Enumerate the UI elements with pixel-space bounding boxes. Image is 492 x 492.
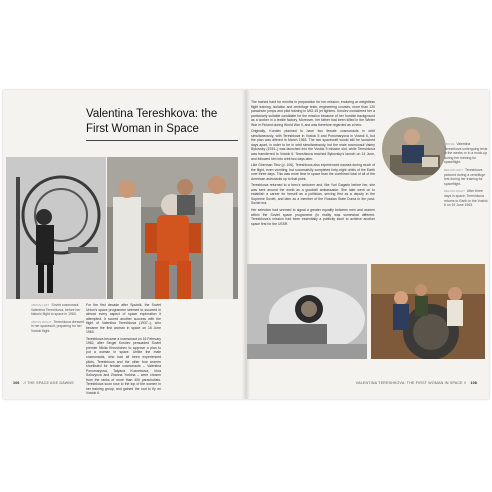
caption-right-1 xyxy=(444,142,488,165)
paragraph: The trained hard for months in preparation for her mission, enduring ar weightless flight training, isolation and centrifuge tests, engineering courses, more than 120 parachute jumps and pilot training in MiG-15 jet fighters. Korolev considered her a particularly suitable candidate for the mission because of her humble background as a worker in a textile factory. Moreover, her father had been killed in the Winter War in Finland during World War II, and was therefore regarded as a hero. xyxy=(251,100,375,127)
caption-left-1-text: Soviet cosmonaut Valentina Tereshkova, before her historic flight to space in 1963. xyxy=(31,303,81,317)
caption-right-2-text: Tereshkova pictured during a centrifuge test during her training for spaceflight. xyxy=(444,167,486,186)
paragraph: Tereshkova became a cosmonaut on 16 February 1962, after Sergei Korolev persuaded Soviet premier Nikita Khrushchev to approve a plan to put a woman in space. Unlike the male cosmonauts, who had all been experienced pilots, Tereshkova and the other four women shortlisted for female cosmonauts – Valentina Ponomaryova, Tatyana Kuznetsova, Irina Solovyova and Zhanna Yorkina – were chosen from the ranks of more than 400 parachutists. Tereshkova soon rose to the top of the women in her training group, and gained the nod to fly on Vostok 6. xyxy=(86,336,161,396)
footer-right-sep: // xyxy=(463,381,467,385)
page-number-right: 108 xyxy=(470,381,477,385)
caption-right-1-text: Valentina Tereshkova undergoing tests in the weeks or in a mock-up during her training for spaceflight. xyxy=(444,142,488,165)
paragraph: Her selection had seemed to signal a greater equality between men and women within the Soviet space programme (in reality was somewhat different. Tereshkova's mission had been essentially a publicity stunt to achieve another space first for the USSR. xyxy=(251,208,375,226)
book-spread xyxy=(3,90,489,399)
photo-centrifuge-test xyxy=(247,264,367,359)
footer-right xyxy=(356,381,481,385)
running-head-right: VALENTINA TERESHKOVA: THE FIRST WOMAN IN SPACE xyxy=(355,381,463,385)
caption-left-1 xyxy=(31,303,86,317)
title-rule xyxy=(86,140,238,141)
caption-left-1-label: ABOVE LEFT xyxy=(31,303,50,307)
photo-landing-site xyxy=(371,264,485,359)
captions-left xyxy=(31,303,86,334)
body-column-1 xyxy=(86,303,161,398)
paragraph: Like Gherman Titov (p. 106), Tereshkova also experienced nausea during much of the flight, even vomiting, but successfully completed forty-eight orbits of the Earth over three days. This was more time in space than the combined total of all of the American astronauts up to that point. xyxy=(251,163,375,181)
paragraph: Tereshkova returned to a hero's welcome and, like Yuri Gagarin before her, she was sent around the world as a goodwill ambassador. She later went on to establish a career for herself as a politician, serving first as a deputy in the Supreme Soviet, and later as a member of the Russian State Duma in the post-Soviet era. xyxy=(251,183,375,206)
page-title: Valentina Tereshkova: the First Woman in Space xyxy=(86,108,218,135)
paragraph: For the first decade after Sputnik, the Soviet Union's space programme seemed to succeed in almost every aspect of space exploration it attempted. It scored another success with the flight of Valentina Tereshkova (1937–), who became the first woman in space on 16 June 1963. xyxy=(86,303,161,335)
footer-left-sep: // xyxy=(23,381,27,385)
photo-tereshkova-training-rig xyxy=(6,157,106,299)
caption-right-3-text: After three days in space, Tereshkova returns to Earth in the Vostok 6 on 19 June 1963. xyxy=(444,189,488,208)
caption-right-2 xyxy=(444,168,488,186)
photo-tereshkova-circular xyxy=(382,117,446,181)
photo-tereshkova-spacesuit xyxy=(107,157,238,299)
caption-right-3 xyxy=(444,189,488,207)
running-head-left: THE SPACE AGE DAWNS xyxy=(27,381,74,385)
body-column-3 xyxy=(251,100,375,228)
caption-left-2 xyxy=(31,320,86,334)
caption-right-3-label: BELOW RIGHT xyxy=(444,189,466,194)
footer-left xyxy=(9,381,74,385)
caption-right-2-label: BELOW LEFT xyxy=(444,167,464,172)
caption-left-2-label: ABOVE RIGHT xyxy=(31,319,52,324)
captions-right xyxy=(444,142,488,208)
paragraph: Originally, Korolev planned to have two female cosmonauts in orbit simultaneously, with Tereshkova in Vostok 5 and Ponomaryova in Vostok 6, but the plan was altered in March 1963. The two spacecraft would still be launched days apart, in order to be in orbit simultaneously, but the male cosmonaut Valery Bykovsky (1934–) was launched into the Vostok 5 mission slot, while Tereshkova was transferred to Vostok 6. Tereshkova reached Bykovsky's launch on 14 June, and followed him into orbit two days later. xyxy=(251,129,375,161)
caption-left-2-text: Tereshkova dressed in her spacesuit, preparing for her Vostok flight. xyxy=(31,319,84,333)
page-number-left: 106 xyxy=(13,381,20,385)
caption-right-1-label: ABOVE xyxy=(444,142,455,146)
